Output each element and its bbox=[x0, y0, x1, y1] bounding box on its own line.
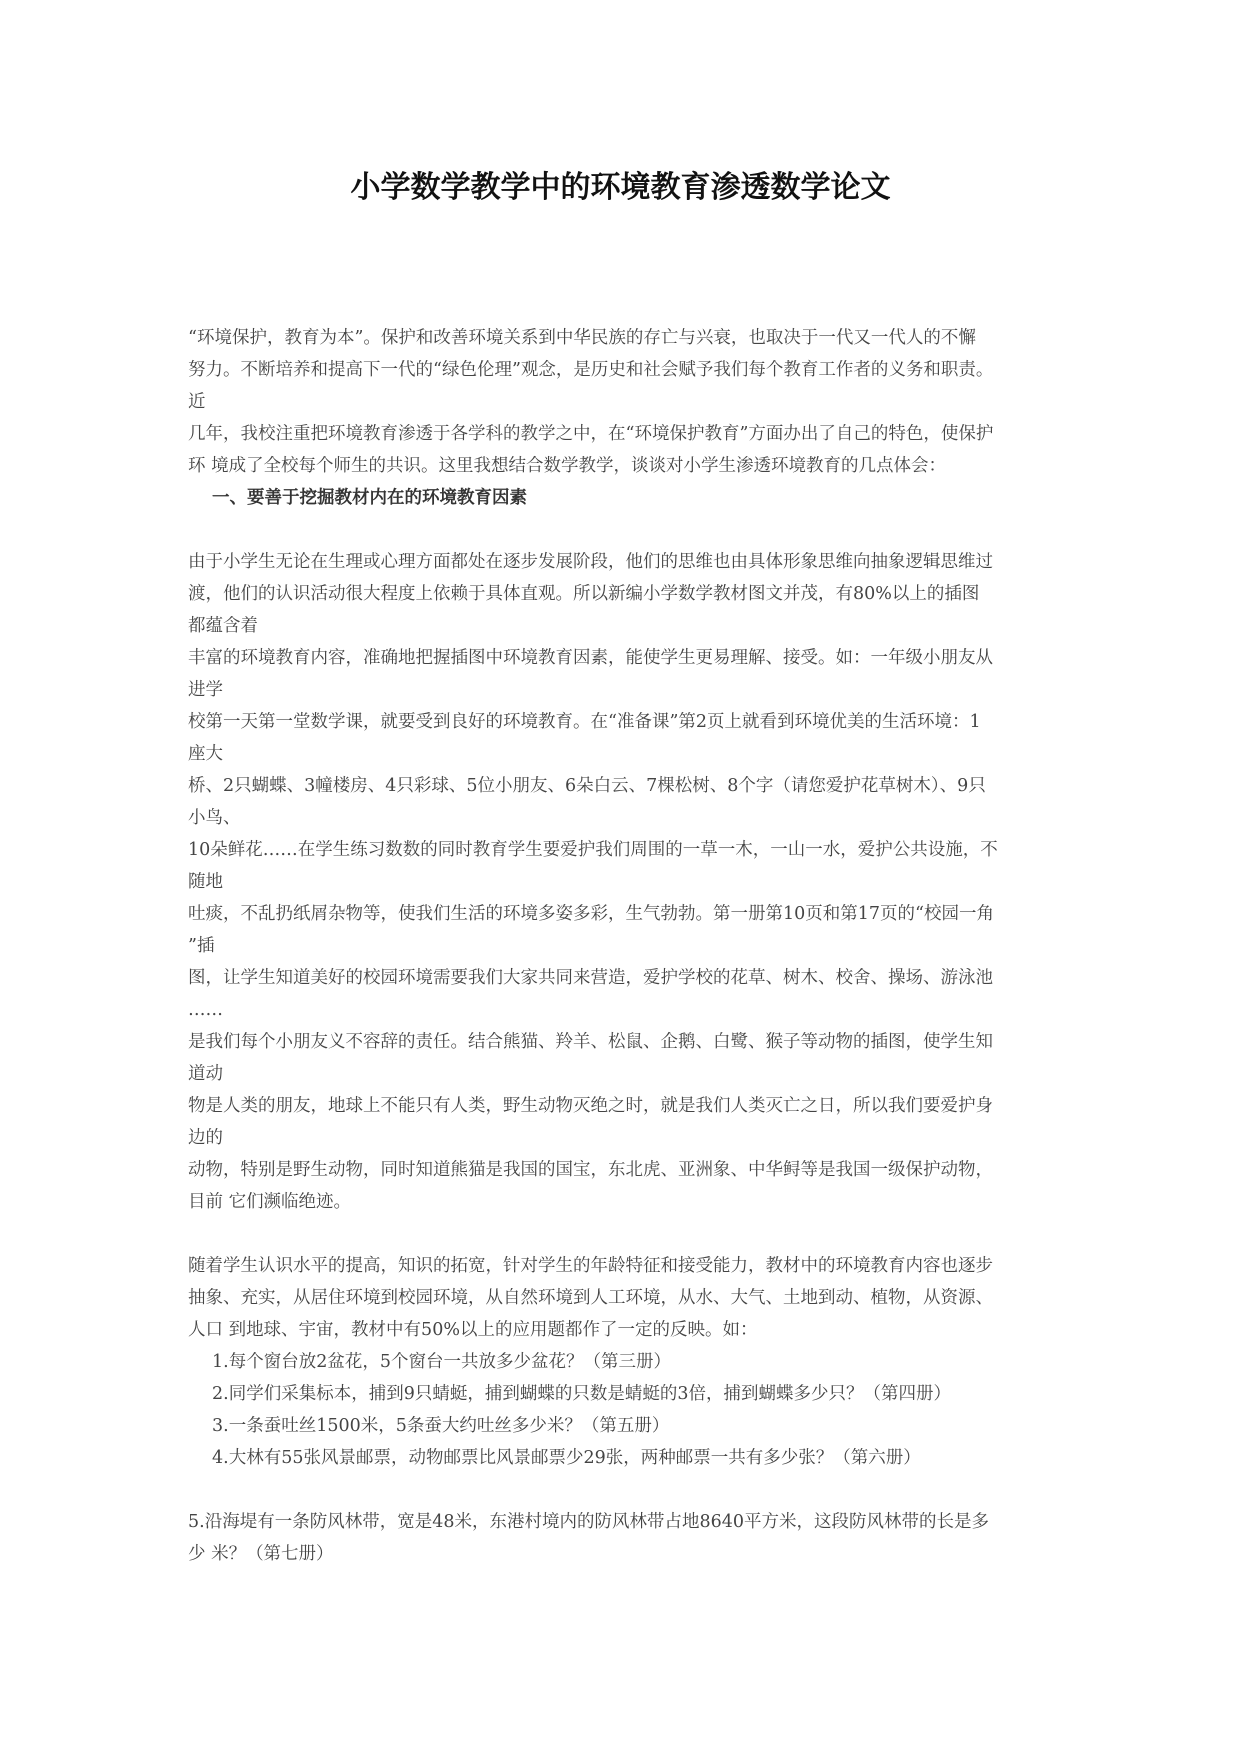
question-item: 2.同学们采集标本，捕到9只蜻蜓，捕到蝴蝶的只数是蜻蜓的3倍，捕到蝴蝶多少只？（第四册） bbox=[212, 1384, 951, 1404]
question-item: 少 米？（第七册） bbox=[188, 1544, 334, 1564]
paragraph-line: 几年，我校注重把环境教育渗透于各学科的教学之中，在“环境保护教育”方面办出了自己的特色，使保护 bbox=[188, 424, 994, 444]
document-title: 小学数学教学中的环境教育渗透数学论文 bbox=[350, 170, 891, 205]
paragraph-line: 吐痰，不乱扔纸屑杂物等，使我们生活的环境多姿多彩，生气勃勃。第一册第10页和第17页的“校园一角 bbox=[188, 904, 994, 924]
paragraph-line: 校第一天第一堂数学课，就要受到良好的环境教育。在“准备课”第2页上就看到环境优美的生活环境：1 bbox=[188, 712, 981, 732]
paragraph-line: 人口 到地球、宇宙，教材中有50%以上的应用题都作了一定的反映。如： bbox=[188, 1320, 758, 1340]
paragraph-line: 目前 它们濒临绝迹。 bbox=[188, 1192, 352, 1212]
paragraph-line: 是我们每个小朋友义不容辞的责任。结合熊猫、羚羊、松鼠、企鹅、白鹭、猴子等动物的插图，使学生知 bbox=[188, 1032, 993, 1052]
paragraph-line: 抽象、充实，从居住环境到校园环境，从自然环境到人工环境，从水、大气、土地到动、植物，从资源、 bbox=[188, 1288, 993, 1308]
paragraph-line: 边的 bbox=[188, 1128, 223, 1148]
paragraph-line: 进学 bbox=[188, 680, 223, 700]
question-item: 1.每个窗台放2盆花，5个窗台一共放多少盆花？（第三册） bbox=[212, 1352, 671, 1372]
paragraph-line: 随着学生认识水平的提高，知识的拓宽，针对学生的年龄特征和接受能力，教材中的环境教育内容也逐步 bbox=[188, 1256, 993, 1276]
paragraph-line: 环 境成了全校每个师生的共识。这里我想结合数学教学，谈谈对小学生渗透环境教育的几点体会： bbox=[188, 456, 947, 476]
paragraph-line: 10朵鲜花……在学生练习数数的同时教育学生要爱护我们周围的一草一木，一山一水，爱护公共设施，不 bbox=[188, 840, 998, 860]
question-item: 4.大林有55张风景邮票，动物邮票比风景邮票少29张，两种邮票一共有多少张？（第六册） bbox=[212, 1448, 921, 1468]
paragraph-line: 丰富的环境教育内容，准确地把握插图中环境教育因素，能使学生更易理解、接受。如：一年级小朋友从 bbox=[188, 648, 993, 668]
paragraph-line: 动物，特别是野生动物，同时知道熊猫是我国的国宝，东北虎、亚洲象、中华鲟等是我国一级保护动物， bbox=[188, 1160, 993, 1180]
paragraph-line: 道动 bbox=[188, 1064, 223, 1084]
paragraph-line: 由于小学生无论在生理或心理方面都处在逐步发展阶段，他们的思维也由具体形象思维向抽象逻辑思维过 bbox=[188, 552, 993, 572]
paragraph-line: 努力。不断培养和提高下一代的“绿色伦理”观念，是历史和社会赋予我们每个教育工作者的义务和职责。 bbox=[188, 360, 994, 380]
paragraph-line: 桥、2只蝴蝶、3幢楼房、4只彩球、5位小朋友、6朵白云、7棵松树、8个字（请您爱护花草树木）、9只 bbox=[188, 776, 986, 796]
paragraph-line: 小鸟、 bbox=[188, 808, 241, 828]
paragraph-line: “环境保护，教育为本”。保护和改善环境关系到中华民族的存亡与兴衰，也取决于一代又一代人的不懈 bbox=[188, 328, 976, 348]
paragraph-line: 都蕴含着 bbox=[188, 616, 258, 636]
paragraph-line: 渡，他们的认识活动很大程度上依赖于具体直观。所以新编小学数学教材图文并茂，有80%以上的插图 bbox=[188, 584, 980, 604]
paragraph-line: …… bbox=[188, 1000, 223, 1020]
paragraph-line: ”插 bbox=[188, 936, 215, 956]
paragraph-line: 近 bbox=[188, 392, 206, 412]
section-heading: 一、要善于挖掘教材内在的环境教育因素 bbox=[212, 488, 527, 508]
question-item: 5.沿海堤有一条防风林带，宽是48米，东港村境内的防风林带占地8640平方米，这段防风林带的长是多 bbox=[188, 1512, 989, 1532]
paragraph-line: 座大 bbox=[188, 744, 223, 764]
paragraph-line: 图，让学生知道美好的校园环境需要我们大家共同来营造，爱护学校的花草、树木、校舍、操场、游泳池 bbox=[188, 968, 993, 988]
paragraph-line: 随地 bbox=[188, 872, 223, 892]
paragraph-line: 物是人类的朋友，地球上不能只有人类，野生动物灭绝之时，就是我们人类灭亡之日，所以我们要爱护身 bbox=[188, 1096, 993, 1116]
question-item: 3.一条蚕吐丝1500米，5条蚕大约吐丝多少米？（第五册） bbox=[212, 1416, 670, 1436]
